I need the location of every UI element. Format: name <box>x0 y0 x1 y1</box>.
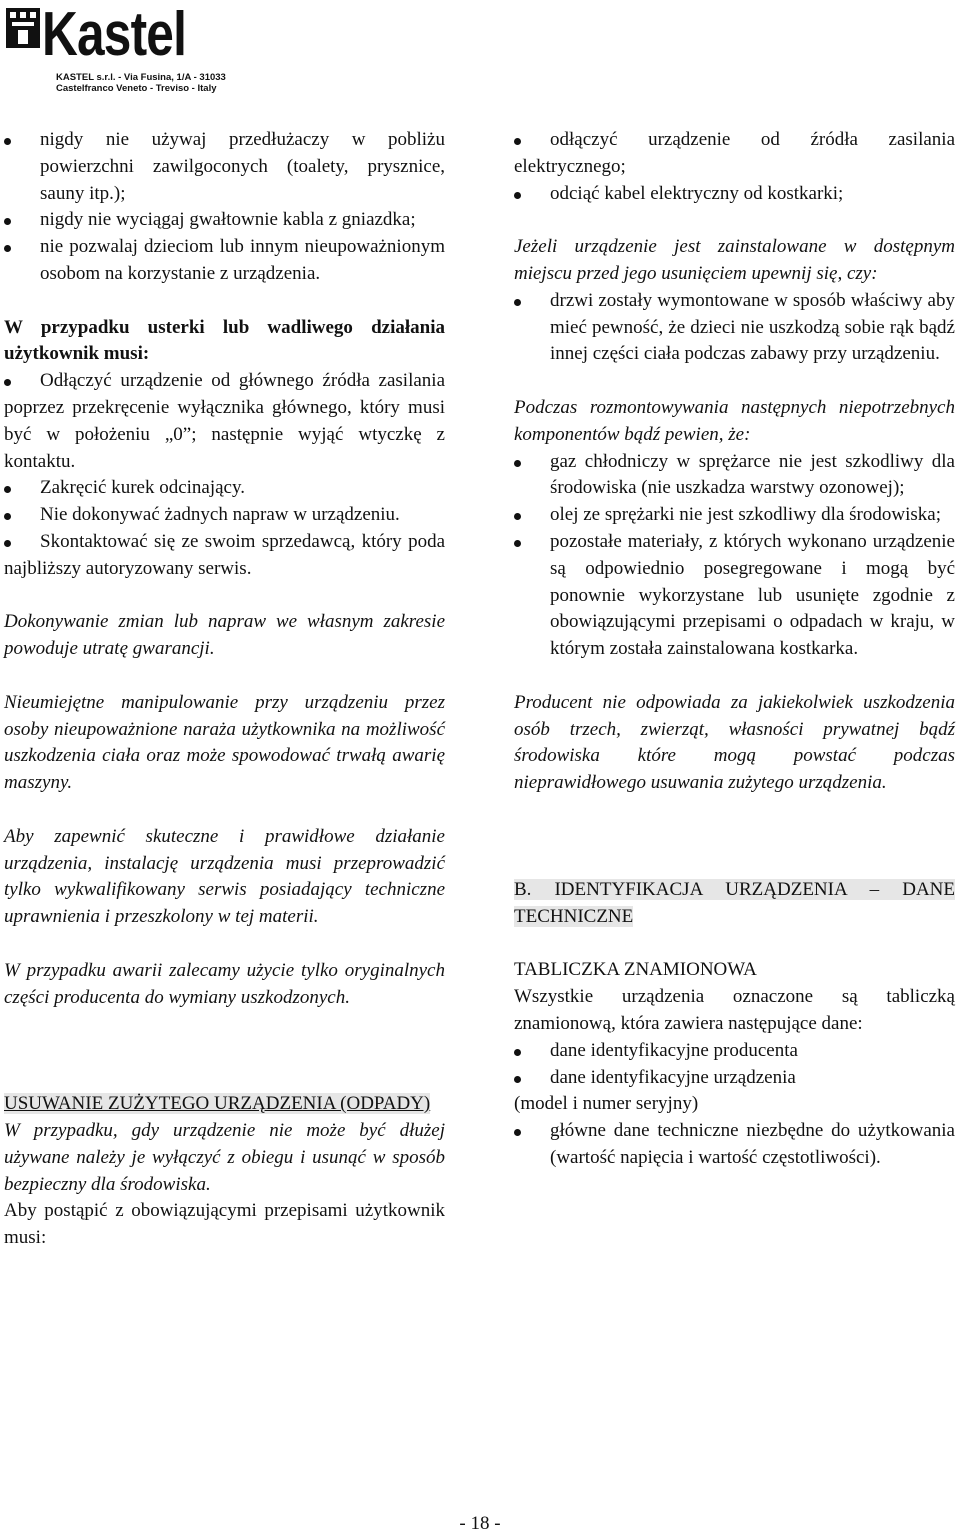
list-item: drzwi zostały wymontowane w sposób właściwy aby mieć pewność, że dzieci nie uszkodzą sobie rąk bądź innej części ciała podczas zabawy przy urządzeniu. <box>514 288 955 368</box>
disconnect-bullets <box>514 127 955 207</box>
bullet-icon <box>4 513 11 520</box>
bullet-icon <box>4 245 11 252</box>
list-item: dane identyfikacyjne urządzenia <box>514 1065 955 1092</box>
castle-icon <box>6 8 40 48</box>
company-address <box>56 72 226 94</box>
door-bullets <box>514 288 955 368</box>
fault-bullets <box>4 368 445 582</box>
brand-name: Kastel <box>42 0 187 69</box>
list-item: Odłączyć urządzenie od głównego źródła zasilania poprzez przekręcenie wyłącznika głównego, który musi być w położeniu „0”; następnie wyjąć wtyczkę z kontaktu. <box>4 370 445 472</box>
bullet-icon <box>514 1129 521 1136</box>
disposal-italic: W przypadku, gdy urządzenie nie może być dłużej używane należy je wyłączyć z obiegu i usunąć w sposób bezpieczny dla środowiska. <box>4 1120 445 1195</box>
removal-intro: Jeżeli urządzenie jest zainstalowane w dostępnym miejscu przed jego usunięciem upewnij się, czy: <box>514 236 955 284</box>
list-item: nigdy nie używaj przedłużaczy w pobliżu powierzchni zawilgoconych (toalety, prysznice, sauny itp.); <box>4 127 445 207</box>
list-item: Zakręcić kurek odcinający. <box>4 475 445 502</box>
model-note: (model i numer seryjny) <box>514 1093 699 1115</box>
plate-heading: TABLICZKA ZNAMIONOWA <box>514 959 757 981</box>
parts-note: W przypadku awarii zalecamy użycie tylko oryginalnych części producenta do wymiany uszkodzonych. <box>4 959 445 1008</box>
installation-note: Aby zapewnić skuteczne i prawidłowe działanie urządzenia, instalację urządzenia musi przeprowadzić tylko wykwalifikowany serwis posiadający techniczne uprawnienia i przeszkolony w tej materii. <box>4 825 445 928</box>
list-item: olej ze sprężarki nie jest szkodliwy dla środowiska; <box>514 502 955 529</box>
safety-bullets <box>4 127 445 288</box>
bullet-icon <box>514 540 521 547</box>
list-item: dane identyfikacyjne producenta <box>514 1038 955 1065</box>
bullet-icon <box>4 218 11 225</box>
list-item: odciąć kabel elektryczny od kostkarki; <box>514 181 955 208</box>
page-number: - 18 - <box>459 1513 501 1534</box>
disposal-normal: Aby postąpić z obowiązującymi przepisami użytkownik musi: <box>4 1200 445 1249</box>
bullet-icon <box>514 299 521 306</box>
technical-bullets <box>514 1118 955 1172</box>
warranty-note: Dokonywanie zmian lub napraw we własnym zakresie powoduje utratę gwarancji. <box>4 611 445 660</box>
address-line-1: KASTEL s.r.l. - Via Fusina, 1/A - 31033 <box>56 72 226 83</box>
list-item: główne dane techniczne niezbędne do użytkowania (wartość napięcia i wartość częstotliwości). <box>514 1118 955 1172</box>
address-line-2: Castelfranco Veneto - Treviso - Italy <box>56 83 217 94</box>
list-item: Nie dokonywać żadnych napraw w urządzeniu. <box>4 502 445 529</box>
fault-heading: W przypadku usterki lub wadliwego działania użytkownik musi: <box>4 316 445 365</box>
bullet-icon <box>4 486 11 493</box>
bullet-icon <box>514 1076 521 1083</box>
right-column <box>514 127 955 1172</box>
bullet-icon <box>4 379 11 386</box>
bullet-icon <box>514 513 521 520</box>
section-heading: B. IDENTYFIKACJA URZĄDZENIA – DANE TECHNICZNE <box>514 878 955 927</box>
bullet-icon <box>4 138 11 145</box>
bullet-icon <box>514 460 521 467</box>
plate-bullets <box>514 1038 955 1092</box>
manipulation-note: Nieumiejętne manipulowanie przy urządzeniu przez osoby nieupoważnione naraża użytkownika na możliwość uszkodzenia ciała oraz może spowodować trwałą awarię maszyny. <box>4 691 445 794</box>
disposal-heading: USUWANIE ZUŻYTEGO URZĄDZENIA (ODPADY) <box>4 1093 431 1115</box>
dismantling-intro: Podczas rozmontowywania następnych niepotrzebnych komponentów bądź pewien, że: <box>514 396 955 445</box>
left-column <box>4 127 445 1252</box>
list-item: nigdy nie wyciągaj gwałtownie kabla z gniazdka; <box>4 207 445 234</box>
list-item: pozostałe materiały, z których wykonano urządzenie są odpowiednio posegregowane i mogą być ponownie wykorzystane lub usunięte zgodnie z obowiązującymi przepisami o odpadach w kraju, w którym została zainstalowana kostkarka. <box>514 529 955 663</box>
bullet-icon <box>514 1049 521 1056</box>
bullet-icon <box>4 540 11 547</box>
list-item: odłączyć urządzenie od źródła zasilania elektrycznego; <box>514 129 955 177</box>
bullet-icon <box>514 192 521 199</box>
plate-text: Wszystkie urządzenia oznaczone są tabliczką znamionową, która zawiera następujące dane: <box>514 986 955 1034</box>
list-item: nie pozwalaj dzieciom lub innym nieupoważnionym osobom na korzystanie z urządzenia. <box>4 234 445 288</box>
list-item: gaz chłodniczy w sprężarce nie jest szkodliwy dla środowiska (nie uszkadza warstwy ozonowej); <box>514 449 955 503</box>
component-bullets <box>514 449 955 663</box>
producer-note: Producent nie odpowiada za jakiekolwiek uszkodzenia osób trzech, zwierząt, własności prywatnej bądź środowiska które mogą powstać podczas nieprawidłowego usuwania zużytego urządzenia. <box>514 691 955 794</box>
kastel-logo <box>4 2 244 102</box>
list-item: Skontaktować się ze swoim sprzedawcą, który poda najbliższy autoryzowany serwis. <box>4 530 445 579</box>
bullet-icon <box>514 138 521 145</box>
